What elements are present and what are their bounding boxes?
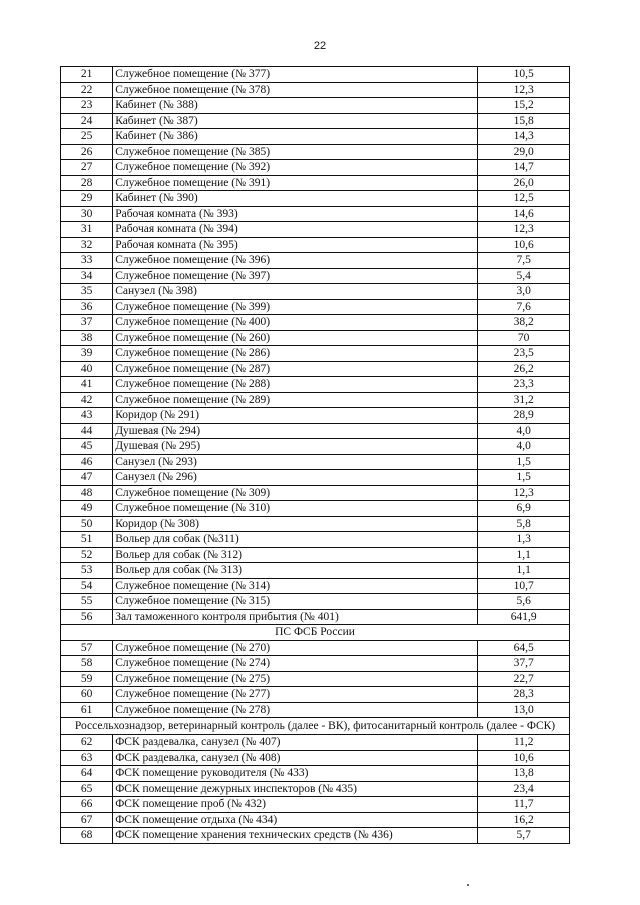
table-row [61,501,570,517]
row-number: 45 [61,439,113,455]
room-name: Санузел (№ 296) [113,470,478,486]
table-row [61,750,570,766]
room-area: 641,9 [478,609,570,625]
room-name: Служебное помещение (№ 315) [113,594,478,610]
row-number: 30 [61,206,113,222]
table-row [61,408,570,424]
row-number: 68 [61,828,113,844]
room-area: 26,2 [478,361,570,377]
room-area: 23,4 [478,781,570,797]
room-name: Служебное помещение (№ 392) [113,160,478,176]
table-row [61,191,570,207]
row-number: 59 [61,671,113,687]
room-area: 31,2 [478,392,570,408]
table-row [61,797,570,813]
table-row [61,392,570,408]
room-name: Служебное помещение (№ 310) [113,501,478,517]
row-number: 62 [61,735,113,751]
row-number: 28 [61,175,113,191]
row-number: 60 [61,687,113,703]
room-area: 6,9 [478,501,570,517]
table-row [61,702,570,718]
room-name: Служебное помещение (№ 274) [113,656,478,672]
room-name: ФСК помещение проб (№ 432) [113,797,478,813]
row-number: 57 [61,640,113,656]
table-row [61,237,570,253]
row-number: 61 [61,702,113,718]
room-name: Душевая (№ 295) [113,439,478,455]
row-number: 37 [61,315,113,331]
table-row [61,160,570,176]
room-name: Рабочая комната (№ 393) [113,206,478,222]
room-area: 1,5 [478,454,570,470]
row-number: 56 [61,609,113,625]
room-name: Служебное помещение (№ 397) [113,268,478,284]
room-area: 4,0 [478,439,570,455]
table-row [61,656,570,672]
row-number: 64 [61,766,113,782]
room-area: 12,3 [478,485,570,501]
table-row [61,454,570,470]
row-number: 51 [61,532,113,548]
room-area: 5,6 [478,594,570,610]
table-row [61,594,570,610]
room-name: Служебное помещение (№ 277) [113,687,478,703]
row-number: 32 [61,237,113,253]
room-name: Служебное помещение (№ 314) [113,578,478,594]
room-name: Служебное помещение (№ 278) [113,702,478,718]
row-number: 35 [61,284,113,300]
row-number: 40 [61,361,113,377]
room-area: 10,6 [478,750,570,766]
table-row [61,346,570,362]
row-number: 44 [61,423,113,439]
row-number: 31 [61,222,113,238]
room-area: 1,5 [478,470,570,486]
room-name: Служебное помещение (№ 289) [113,392,478,408]
table-row [61,98,570,114]
row-number: 50 [61,516,113,532]
section-title: ПС ФСБ России [61,625,570,641]
room-area: 14,3 [478,129,570,145]
room-name: Кабинет (№ 386) [113,129,478,145]
room-name: Служебное помещение (№ 309) [113,485,478,501]
row-number: 39 [61,346,113,362]
row-number: 36 [61,299,113,315]
room-name: Служебное помещение (№ 396) [113,253,478,269]
room-area: 13,8 [478,766,570,782]
room-name: Служебное помещение (№ 288) [113,377,478,393]
table-row [61,206,570,222]
row-number: 23 [61,98,113,114]
room-name: Служебное помещение (№ 260) [113,330,478,346]
table-row [61,175,570,191]
room-area: 10,7 [478,578,570,594]
room-area: 28,3 [478,687,570,703]
room-name: Санузел (№ 398) [113,284,478,300]
row-number: 27 [61,160,113,176]
row-number: 67 [61,812,113,828]
row-number: 58 [61,656,113,672]
table-row [61,781,570,797]
room-area: 23,3 [478,377,570,393]
table-row [61,315,570,331]
room-area: 4,0 [478,423,570,439]
table-row [61,439,570,455]
room-area: 1,1 [478,563,570,579]
table-row [61,532,570,548]
room-area: 37,7 [478,656,570,672]
room-name: Служебное помещение (№ 391) [113,175,478,191]
room-area: 23,5 [478,346,570,362]
room-area: 14,6 [478,206,570,222]
row-number: 42 [61,392,113,408]
room-area: 12,3 [478,222,570,238]
room-area: 22,7 [478,671,570,687]
page-number: 22 [313,40,327,52]
room-name: ФСК помещение отдыха (№ 434) [113,812,478,828]
table-row [61,687,570,703]
room-name: Кабинет (№ 390) [113,191,478,207]
room-name: Вольер для собак (№ 313) [113,563,478,579]
table-row [61,485,570,501]
table-row [61,423,570,439]
row-number: 24 [61,113,113,129]
room-area: 11,7 [478,797,570,813]
room-name: Служебное помещение (№ 287) [113,361,478,377]
room-name: Вольер для собак (№311) [113,532,478,548]
table-row [61,253,570,269]
table-row [61,222,570,238]
row-number: 41 [61,377,113,393]
room-area: 5,8 [478,516,570,532]
table-row [61,144,570,160]
room-name: Зал таможенного контроля прибытия (№ 401) [113,609,478,625]
room-area: 13,0 [478,702,570,718]
room-area: 28,9 [478,408,570,424]
room-name: ФСК помещение руководителя (№ 433) [113,766,478,782]
room-name: ФСК помещение хранения технических средств (№ 436) [113,828,478,844]
row-number: 48 [61,485,113,501]
room-name: Душевая (№ 294) [113,423,478,439]
row-number: 34 [61,268,113,284]
table-row [61,129,570,145]
room-area: 70 [478,330,570,346]
room-name: Санузел (№ 293) [113,454,478,470]
room-name: Рабочая комната (№ 395) [113,237,478,253]
row-number: 53 [61,563,113,579]
room-name: ФСК раздевалка, санузел (№ 408) [113,750,478,766]
room-area: 3,0 [478,284,570,300]
room-area: 29,0 [478,144,570,160]
row-number: 66 [61,797,113,813]
room-name: Вольер для собак (№ 312) [113,547,478,563]
table-row [61,268,570,284]
room-area: 12,5 [478,191,570,207]
row-number: 26 [61,144,113,160]
room-area: 5,7 [478,828,570,844]
table-row [61,361,570,377]
room-area: 11,2 [478,735,570,751]
section-header-row [61,718,570,735]
room-area: 64,5 [478,640,570,656]
table-row [61,735,570,751]
room-area: 5,4 [478,268,570,284]
room-area: 7,6 [478,299,570,315]
table-row [61,828,570,844]
room-area: 1,1 [478,547,570,563]
table-row [61,470,570,486]
table-row [61,299,570,315]
room-area: 16,2 [478,812,570,828]
room-name: Служебное помещение (№ 270) [113,640,478,656]
table-row [61,67,570,83]
room-area: 14,7 [478,160,570,176]
table-row [61,377,570,393]
room-name: Служебное помещение (№ 377) [113,67,478,83]
table-row [61,609,570,625]
section-title: Россельхознадзор, ветеринарный контроль (далее - ВК), фитосанитарный контроль (далее - ФСК) [61,718,570,735]
table-row [61,563,570,579]
room-area: 38,2 [478,315,570,331]
table-row [61,547,570,563]
row-number: 38 [61,330,113,346]
row-number: 65 [61,781,113,797]
table-row [61,671,570,687]
room-name: ФСК раздевалка, санузел (№ 407) [113,735,478,751]
section-header-row [61,625,570,641]
table-row [61,284,570,300]
scan-mark [467,884,469,886]
room-area: 7,5 [478,253,570,269]
room-name: Служебное помещение (№ 399) [113,299,478,315]
row-number: 43 [61,408,113,424]
row-number: 21 [61,67,113,83]
rooms-table [60,66,570,844]
room-name: Коридор (№ 291) [113,408,478,424]
row-number: 52 [61,547,113,563]
table-row [61,330,570,346]
row-number: 47 [61,470,113,486]
room-area: 1,3 [478,532,570,548]
row-number: 33 [61,253,113,269]
row-number: 55 [61,594,113,610]
table-row [61,640,570,656]
table-row [61,516,570,532]
room-name: Кабинет (№ 387) [113,113,478,129]
room-name: ФСК помещение дежурных инспекторов (№ 435) [113,781,478,797]
row-number: 63 [61,750,113,766]
room-name: Рабочая комната (№ 394) [113,222,478,238]
row-number: 25 [61,129,113,145]
table-row [61,766,570,782]
row-number: 29 [61,191,113,207]
room-name: Служебное помещение (№ 378) [113,82,478,98]
room-area: 26,0 [478,175,570,191]
room-name: Служебное помещение (№ 400) [113,315,478,331]
room-name: Коридор (№ 308) [113,516,478,532]
row-number: 54 [61,578,113,594]
row-number: 22 [61,82,113,98]
row-number: 49 [61,501,113,517]
row-number: 46 [61,454,113,470]
room-name: Служебное помещение (№ 275) [113,671,478,687]
room-name: Служебное помещение (№ 385) [113,144,478,160]
room-name: Кабинет (№ 388) [113,98,478,114]
room-area: 10,6 [478,237,570,253]
room-area: 12,3 [478,82,570,98]
table-row [61,812,570,828]
table-row [61,113,570,129]
rooms-table-body [61,67,570,844]
room-area: 15,2 [478,98,570,114]
room-area: 10,5 [478,67,570,83]
room-area: 15,8 [478,113,570,129]
room-name: Служебное помещение (№ 286) [113,346,478,362]
table-row [61,82,570,98]
table-row [61,578,570,594]
